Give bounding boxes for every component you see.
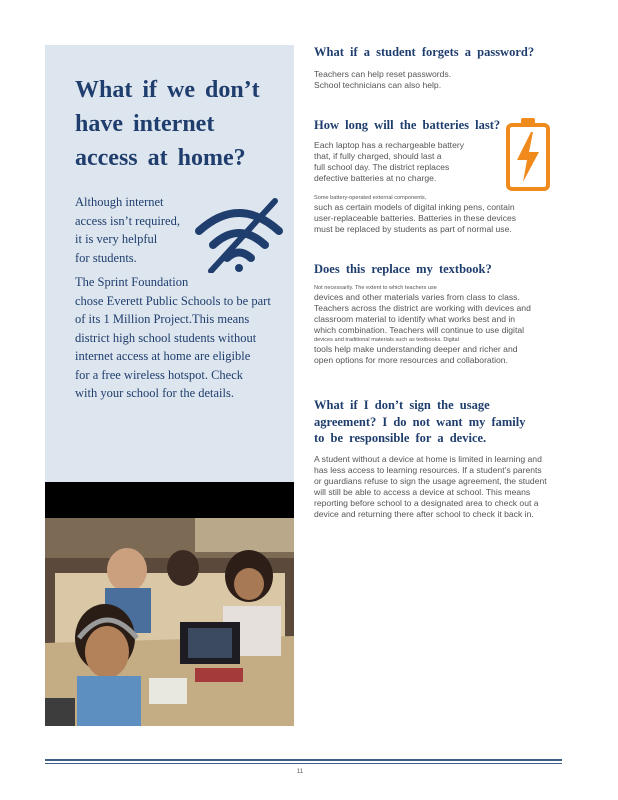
usage-agreement-question-title: What if I don’t sign the usage agreement? I do not want my family to be responsible for a device.: [314, 398, 526, 445]
textbook-answer: Not necessarily. The extent to which teachers use devices and other materials varies from class to class. Teachers across the district are working with devices and classroom material to identify what works best and in which combination. Teachers will continue to use digital devices and traditional materials such as textbooks. Digital tools help make understanding deeper and richer and open options for more resources and collaboration.: [314, 285, 531, 365]
textbook-question-title: Does this replace my textbook?: [314, 262, 492, 276]
sprint-foundation-text: The Sprint Foundation chose Everett Public Schools to be part of its 1 Million Project.This means district high school students without internet access at home are eligible for a free wireless hotspot. Check with your school for the details.: [75, 275, 271, 400]
password-question-title: What if a student forgets a password?: [314, 45, 535, 59]
batteries-answer-extra: Some battery-operated external components, such as certain models of digital inking pens, contain user-replaceable batteries. Batteries in these devices must be replaced by students as part of normal use.: [314, 195, 517, 234]
batteries-answer: Each laptop has a rechargeable battery that, if fully charged, should last a full school day. The district replaces defective batteries at no charge.: [314, 140, 465, 183]
internet-access-intro: Although internet access isn’t required, it is very helpful for students.: [75, 195, 180, 265]
page-number: 11: [296, 769, 304, 775]
students-classroom-photo: [45, 482, 294, 726]
batteries-question-title: How long will the batteries last?: [314, 118, 501, 132]
footer-rule-thin: [45, 763, 562, 764]
classroom-illustration: [45, 518, 294, 726]
no-wifi-icon: [193, 195, 285, 273]
battery-charging-icon: [503, 116, 553, 192]
footer-rule: [45, 759, 562, 761]
usage-agreement-answer: A student without a device at home is limited in learning and has less access to learning resources. If a student’s parents or guardians refuse to sign the usage agreement, the student will still be able to access a device at school. This means reporting before school to a designated area to check out a device and returning there after school to check it back in.: [314, 454, 547, 519]
password-answer: Teachers can help reset passwords. School technicians can also help.: [314, 69, 452, 90]
internet-access-panel: [45, 45, 294, 482]
internet-access-heading: What if we don’t have internet access at home?: [75, 77, 260, 171]
